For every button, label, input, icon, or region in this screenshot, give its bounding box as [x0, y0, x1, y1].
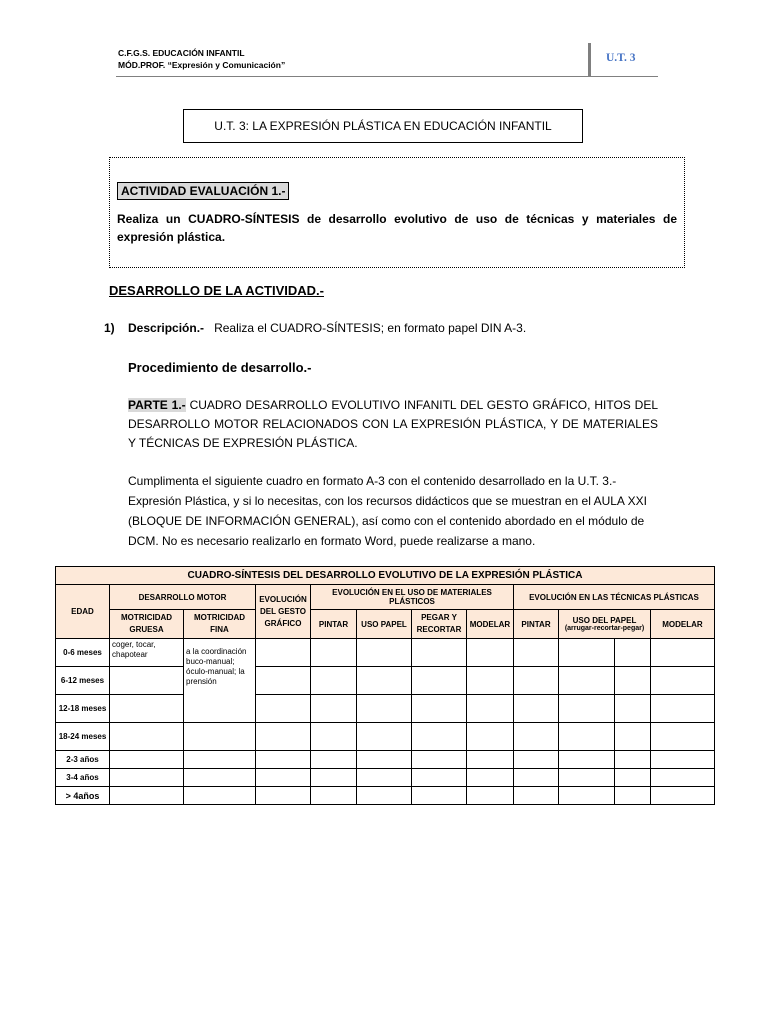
header-divider: [588, 43, 591, 76]
description-text: Realiza el CUADRO-SÍNTESIS; en formato papel DIN A-3.: [214, 321, 527, 335]
age-row-label: 18-24 meses: [56, 723, 110, 751]
header-pintar: PINTAR: [311, 610, 357, 639]
development-heading: DESARROLLO DE LA ACTIVIDAD.-: [109, 283, 324, 298]
header-gesto-grafico: EVOLUCIÓN DEL GESTO GRÁFICO: [256, 585, 311, 639]
age-row-label: 2-3 años: [56, 751, 110, 769]
header-motricidad-gruesa: MOTRICIDAD GRUESA: [110, 610, 184, 639]
activity-text: Realiza un CUADRO-SÍNTESIS de desarrollo evolutivo de uso de técnicas y materiales de expresión plástica.: [117, 212, 677, 244]
header-uso-del-papel: [559, 610, 651, 639]
header-unit: U.T. 3: [606, 52, 636, 64]
part1-label: PARTE 1.-: [128, 398, 186, 412]
activity-heading: ACTIVIDAD EVALUACIÓN 1.-: [117, 182, 289, 200]
header-motricidad-fina: MOTRICIDAD FINA: [184, 610, 256, 639]
header-tecnicas: EVOLUCIÓN EN LAS TÉCNICAS PLÁSTICAS: [514, 585, 715, 610]
header-pintar-2: PINTAR: [514, 610, 559, 639]
description-number: 1): [104, 321, 115, 335]
age-row-label: 12-18 meses: [56, 695, 110, 723]
header-materiales: EVOLUCIÓN EN EL USO DE MATERIALES PLÁSTICOS: [311, 585, 514, 610]
table-title: CUADRO-SÍNTESIS DEL DESARROLLO EVOLUTIVO DE LA EXPRESIÓN PLÁSTICA: [56, 567, 715, 585]
header-line-1: C.F.G.S. EDUCACIÓN INFANTIL: [118, 48, 245, 58]
header-uso-del-papel-sub: (arrugar-recortar-pegar): [564, 625, 645, 632]
header-uso-del-papel-label: USO DEL PAPEL: [572, 616, 637, 625]
header-desarrollo-motor: DESARROLLO MOTOR: [110, 585, 256, 610]
document-title: U.T. 3: LA EXPRESIÓN PLÁSTICA EN EDUCACIÓN INFANTIL: [183, 109, 583, 143]
age-row-label: > 4años: [56, 787, 110, 805]
age-row-label: 0-6 meses: [56, 639, 110, 667]
header-rule: [116, 76, 658, 77]
instructions-paragraph: Cumplimenta el siguiente cuadro en formato A-3 con el contenido desarrollado en la U.T. 3.- Expresión Plástica, y si lo necesitas, con los recursos didácticos que se muestran en el AULA XXI (BLOQUE DE INFORMACIÓN GENERAL), así como con el contenido abordado en el módulo de DCM. No es necesario realizarlo en formato Word, puede realizarse a mano.: [128, 474, 647, 548]
cell-gruesa: coger, tocar, chapotear: [110, 639, 184, 667]
synthesis-table: [55, 566, 715, 805]
part1-paragraph: [128, 396, 658, 453]
header-module-info: [118, 47, 285, 71]
header-line-2: MÓD.PROF. “Expresión y Comunicación”: [118, 60, 286, 70]
procedure-heading: Procedimiento de desarrollo.-: [128, 360, 312, 375]
part1-text: CUADRO DESARROLLO EVOLUTIVO INFANITL DEL GESTO GRÁFICO, HITOS DEL DESARROLLO MOTOR RELACIONADOS CON LA EXPRESIÓN PLÁSTICA, Y DE MATERIALES Y TÉCNICAS DE EXPRESIÓN PLÁSTICA.: [128, 398, 658, 450]
description-label: Descripción.-: [128, 321, 205, 335]
header-modelar-2: MODELAR: [651, 610, 715, 639]
header-uso-papel: USO PAPEL: [357, 610, 412, 639]
header-modelar: MODELAR: [467, 610, 514, 639]
description-line: [104, 321, 526, 335]
header-pegar-recortar: PEGAR Y RECORTAR: [412, 610, 467, 639]
age-row-label: 3-4 años: [56, 769, 110, 787]
header-edad: EDAD: [56, 585, 110, 639]
age-row-label: 6-12 meses: [56, 667, 110, 695]
cell-fina: a la coordinación buco-manual; óculo-manual; la prensión: [184, 639, 256, 723]
